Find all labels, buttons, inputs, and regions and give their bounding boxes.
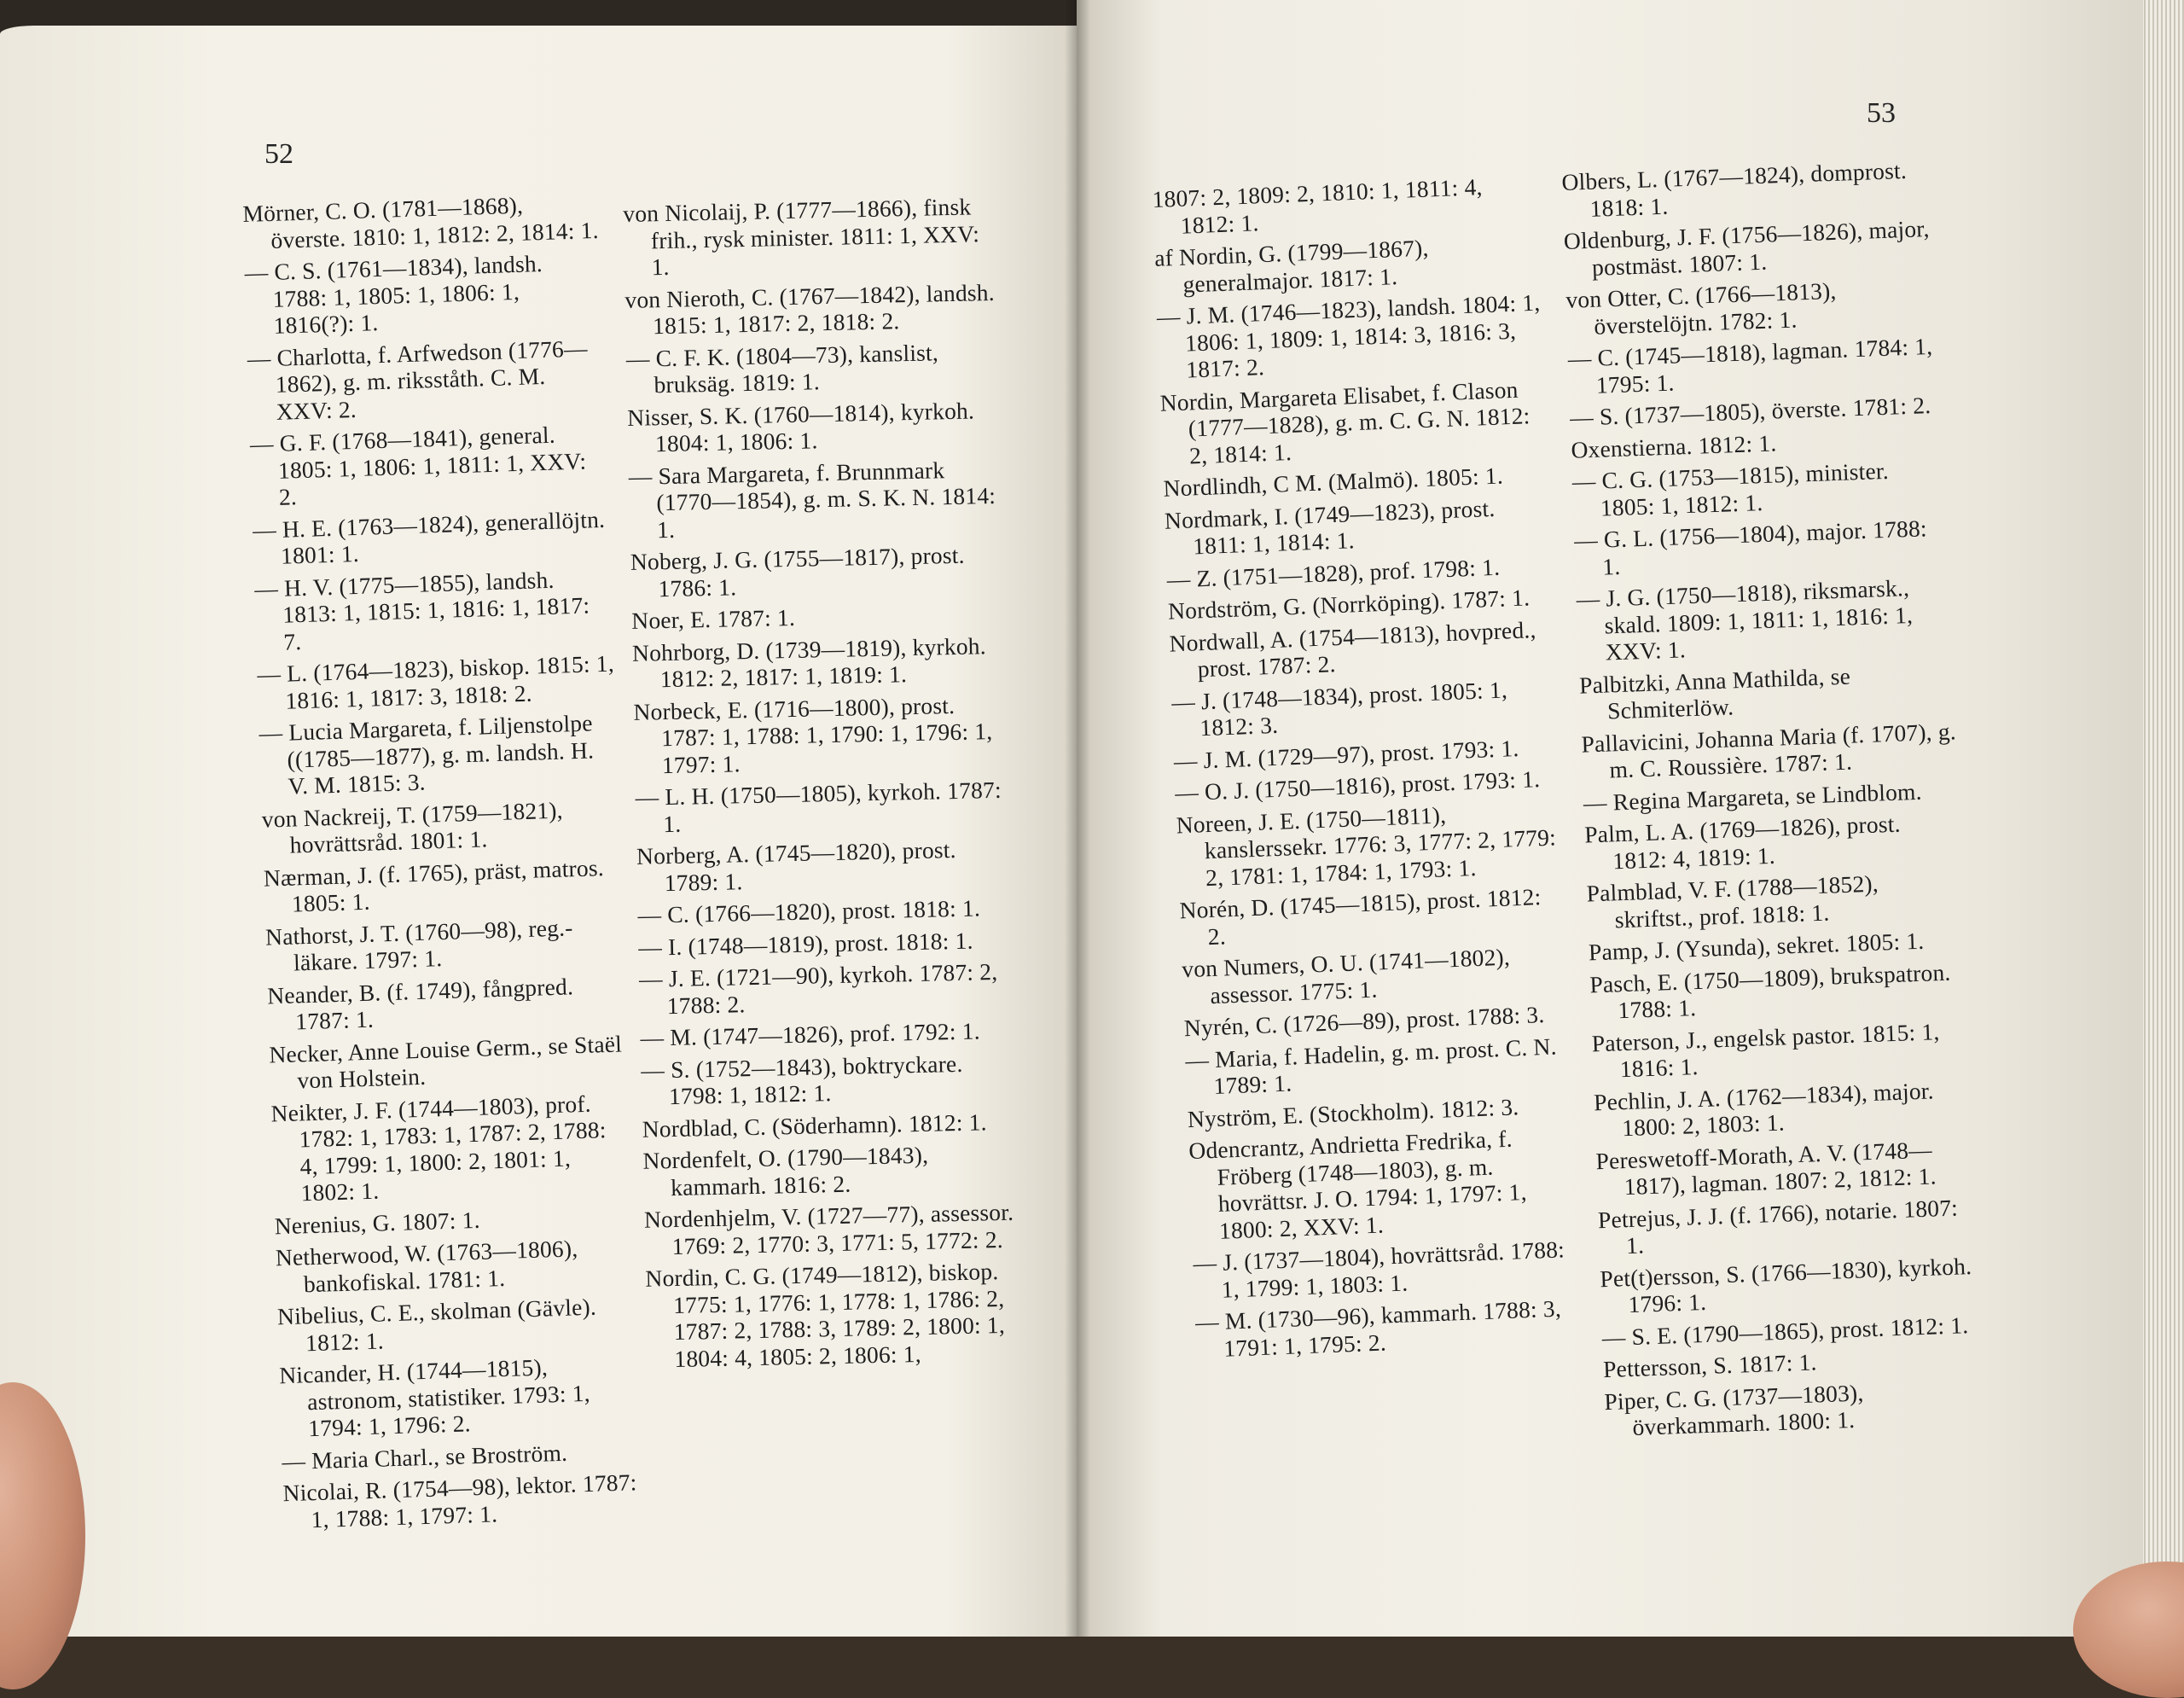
index-entry: Nathorst, J. T. (1760—98), reg.-läkare. 1797: 1.	[264, 913, 573, 976]
index-entry: — G. L. (1756—1804), major. 1788: 1.	[1573, 515, 1928, 580]
index-entry: — M. (1747—1826), prof. 1792: 1.	[640, 1017, 981, 1051]
index-entry: Pamp, J. (Ysunda), sekret. 1805: 1.	[1588, 927, 1925, 966]
index-entry: Norbeck, E. (1716—1800), prost. 1787: 1, 1788: 1, 1790: 1, 1796: 1, 1797: 1.	[633, 691, 993, 778]
book-gutter	[1065, 0, 1090, 1637]
index-entry: Nordblad, C. (Söderhamn). 1812: 1.	[642, 1108, 987, 1143]
index-entry: von Nieroth, C. (1767—1842), landsh. 1815: 1, 1817: 2, 1818: 2.	[624, 278, 996, 340]
index-entry: Nordin, Margareta Elisabet, f. Clason (1777—1828), g. m. C. G. N. 1812: 2, 1814: 1.	[1159, 375, 1531, 469]
index-entry: Nerenius, G. 1807: 1.	[274, 1206, 481, 1239]
index-entry: — C. S. (1761—1834), landsh. 1788: 1, 1805: 1, 1806: 1, 1816(?): 1.	[244, 249, 543, 339]
index-entry: — Lucia Margareta, f. Liljenstolpe ((1785—1877), g. m. landsh. H. V. M. 1815: 3.	[258, 709, 595, 800]
index-entry: Nyström, E. (Stockholm). 1812: 3.	[1187, 1092, 1519, 1132]
index-entry: Noreen, J. E. (1750—1811), kanslerssekr. 1776: 3, 1777: 2, 1779: 2, 1781: 1, 1784: 1, 1793: 1.	[1176, 800, 1557, 891]
index-entry: Palmblad, V. F. (1788—1852), skriftst., prof. 1818: 1.	[1586, 869, 1879, 933]
index-entry: Nordmark, I. (1749—1823), prost. 1811: 1, 1814: 1.	[1164, 494, 1496, 560]
index-entry: — C. G. (1753—1815), minister. 1805: 1, 1812: 1.	[1571, 456, 1890, 521]
index-entry: Palbitzki, Anna Mathilda, se Schmiterlöw.	[1578, 662, 1851, 724]
index-entry: Oldenburg, J. F. (1756—1826), major, postmäst. 1807: 1.	[1563, 214, 1931, 281]
index-entry: — O. J. (1750—1816), prost. 1793: 1.	[1174, 765, 1541, 806]
index-entry: Noer, E. 1787: 1.	[630, 603, 796, 634]
right-page-number: 53	[1867, 97, 1896, 129]
right-column-2	[1561, 156, 1981, 1447]
index-entry: Pasch, E. (1750—1809), brukspatron. 1788: 1.	[1589, 958, 1951, 1024]
index-entry: — S. E. (1790—1865), prost. 1812: 1.	[1601, 1311, 1969, 1351]
left-page-number: 52	[264, 138, 293, 170]
index-entry: Nordenfelt, O. (1790—1843), kammarh. 1816: 2.	[642, 1141, 929, 1201]
index-entry: — M. (1730—96), kammarh. 1788: 3, 1791: 1, 1795: 2.	[1194, 1294, 1562, 1362]
index-entry: Nicolai, R. (1754—98), lektor. 1787: 1, 1788: 1, 1797: 1.	[282, 1468, 637, 1532]
index-entry: Odencrantz, Andrietta Fredrika, f. Fröberg (1748—1803), g. m. hovrättsr. J. O. 1794: 1, 1797: 1, 1800: 2, XXV: 1.	[1188, 1125, 1528, 1244]
index-entry: Petrejus, J. J. (f. 1766), notarie. 1807: 1.	[1597, 1194, 1959, 1259]
index-entry: — S. (1737—1805), överste. 1781: 2.	[1569, 392, 1931, 431]
index-entry: — Maria Charl., se Broström.	[281, 1439, 568, 1474]
index-entry: — G. F. (1768—1841), general. 1805: 1, 1806: 1, 1811: 1, XXV: 2.	[249, 421, 587, 510]
index-entry: Pet(t)ersson, S. (1766—1830), kyrkoh. 1796: 1.	[1599, 1252, 1972, 1318]
index-entry: Paterson, J., engelsk pastor. 1815: 1, 1816: 1.	[1591, 1017, 1940, 1083]
index-entry: von Otter, C. (1766—1813), överstelöjtn. 1782: 1.	[1565, 276, 1837, 340]
index-entry: Piper, C. G. (1737—1803), överkammarh. 1800: 1.	[1603, 1379, 1864, 1440]
index-entry: — J. (1737—1804), hovrättsråd. 1788: 1, 1799: 1, 1803: 1.	[1192, 1236, 1565, 1303]
index-entry: — C. (1745—1818), lagman. 1784: 1, 1795: 1.	[1567, 332, 1933, 398]
index-entry: — J. E. (1721—90), kyrkoh. 1787: 2, 1788: 2.	[638, 958, 998, 1019]
index-entry: Noberg, J. G. (1755—1817), prost. 1786: 1.	[630, 541, 965, 602]
right-page	[1077, 0, 2143, 1637]
index-entry: — Z. (1751—1828), prof. 1798: 1.	[1166, 553, 1501, 593]
index-entry: Nisser, S. K. (1760—1814), kyrkoh. 1804: 1, 1806: 1.	[626, 396, 975, 457]
index-entry: — L. (1764—1823), biskop. 1815: 1, 1816: 1, 1817: 3, 1818: 2.	[256, 649, 615, 714]
index-entry: — H. E. (1763—1824), generallöjtn. 1801: 1.	[252, 505, 606, 569]
index-entry: Pallavicini, Johanna Maria (f. 1707), g. m. C. Roussière. 1787: 1.	[1580, 717, 1957, 783]
index-entry: Nærman, J. (f. 1765), präst, matros. 1805: 1.	[263, 853, 605, 917]
index-entry: Pettersson, S. 1817: 1.	[1602, 1348, 1818, 1383]
index-entry: — Sara Margareta, f. Brunnmark (1770—1854), g. m. S. K. N. 1814: 1.	[628, 456, 996, 543]
index-entry: — S. (1752—1843), boktryckare. 1798: 1, 1812: 1.	[641, 1050, 963, 1110]
index-entry: Norberg, A. (1745—1820), prost. 1789: 1.	[636, 835, 956, 896]
index-entry: — C. (1766—1820), prost. 1818: 1.	[637, 894, 981, 928]
index-entry: — J. G. (1750—1818), riksmarsk., skald. 1809: 1, 1811: 1, 1816: 1, XXV: 1.	[1576, 574, 1914, 666]
index-entry: Mörner, C. O. (1781—1868), överste. 1810: 1, 1812: 2, 1814: 1.	[242, 191, 600, 253]
index-entry: — Maria, f. Hadelin, g. m. prost. C. N. 1789: 1.	[1184, 1032, 1558, 1099]
index-entry: Nicander, H. (1744—1815), astronom, statistiker. 1793: 1, 1794: 1, 1796: 2.	[278, 1353, 591, 1442]
index-entry: Netherwood, W. (1763—1806), bankofiskal. 1781: 1.	[275, 1235, 578, 1297]
index-entry: Palm, L. A. (1769—1826), prost. 1812: 4, 1819: 1.	[1583, 810, 1902, 874]
index-entry: Nordström, G. (Norrköping). 1787: 1.	[1167, 584, 1531, 625]
index-entry: — J. M. (1729—97), prost. 1793: 1.	[1173, 734, 1519, 774]
index-entry: von Nackreij, T. (1759—1821), hovrättsråd. 1801: 1.	[261, 796, 564, 858]
index-entry: — Charlotta, f. Arfwedson (1776—1862), g. m. riksståth. C. M. XXV: 2.	[247, 334, 589, 425]
index-entry: — I. (1748—1819), prost. 1818: 1.	[638, 927, 973, 961]
index-entry: Nordlindh, C M. (Malmö). 1805: 1.	[1163, 462, 1504, 502]
index-entry: Nyrén, C. (1726—89), prost. 1788: 3.	[1183, 1001, 1545, 1042]
index-entry: Olbers, L. (1767—1824), domprost. 1818: 1.	[1561, 156, 1908, 222]
index-entry: Necker, Anne Louise Germ., se Staël von Holstein.	[268, 1030, 623, 1094]
index-entry: — L. H. (1750—1805), kyrkoh. 1787: 1.	[635, 776, 1002, 837]
index-entry: — C. F. K. (1804—73), kanslist, bruksäg. 1819: 1.	[625, 338, 939, 398]
index-entry: von Nicolaij, P. (1777—1866), finsk frih., rysk minister. 1811: 1, XXV: 1.	[623, 193, 980, 281]
left-page	[0, 26, 1077, 1637]
index-entry: Nordin, C. G. (1749—1812), biskop. 1775: 1, 1776: 1, 1778: 1, 1786: 2, 1787: 2, 1788: 3, 1789: 2, 1800: 1, 1804: 4, 1805: 2, 1806: 1,	[645, 1258, 1006, 1372]
index-entry: — H. V. (1775—1855), landsh. 1813: 1, 1815: 1, 1816: 1, 1817: 7.	[253, 566, 590, 655]
index-entry: Nohrborg, D. (1739—1819), kyrkoh. 1812: 2, 1817: 1, 1819: 1.	[631, 631, 987, 693]
index-entry: Nordwall, A. (1754—1813), hovpred., prost. 1787: 2.	[1168, 615, 1536, 683]
index-entry: Nibelius, C. E., skolman (Gävle). 1812: 1.	[276, 1293, 597, 1356]
index-entry: Nordenhjelm, V. (1727—77), assessor. 1769: 2, 1770: 3, 1771: 5, 1772: 2.	[643, 1198, 1014, 1259]
index-entry: von Numers, O. U. (1741—1802), assessor. 1775: 1.	[1181, 943, 1511, 1009]
index-entry: Norén, D. (1745—1815), prost. 1812: 2.	[1179, 883, 1542, 950]
index-entry: — Regina Margareta, se Lindblom.	[1583, 777, 1923, 817]
index-entry: Pechlin, J. A. (1762—1834), major. 1800: 2, 1803: 1.	[1593, 1076, 1935, 1142]
index-entry: af Nordin, G. (1799—1867), generalmajor. 1817: 1.	[1153, 234, 1430, 298]
index-entry: Pereswetoff-Morath, A. V. (1748—1817), lagman. 1807: 2, 1812: 1.	[1595, 1136, 1937, 1201]
index-entry: — J. M. (1746—1823), landsh. 1804: 1, 1806: 1, 1809: 1, 1814: 3, 1816: 3, 1817: 2.	[1156, 288, 1541, 383]
index-entry: Neander, B. (f. 1749), fångpred. 1787: 1.	[266, 972, 574, 1035]
index-entry: 1807: 2, 1809: 2, 1810: 1, 1811: 4, 1812: 1.	[1152, 173, 1484, 239]
right-column-1	[1152, 172, 1581, 1368]
left-column-1	[242, 189, 642, 1538]
index-entry: Neikter, J. F. (1744—1803), prof. 1782: 1, 1783: 1, 1787: 2, 1788: 4, 1799: 1, 1800: 2, 1801: 1, 1802: 1.	[270, 1090, 607, 1207]
left-column-2	[623, 193, 1023, 1378]
index-entry: Oxenstierna. 1812: 1.	[1570, 428, 1777, 463]
index-entry: — J. (1748—1834), prost. 1805: 1, 1812: 3.	[1170, 675, 1508, 741]
